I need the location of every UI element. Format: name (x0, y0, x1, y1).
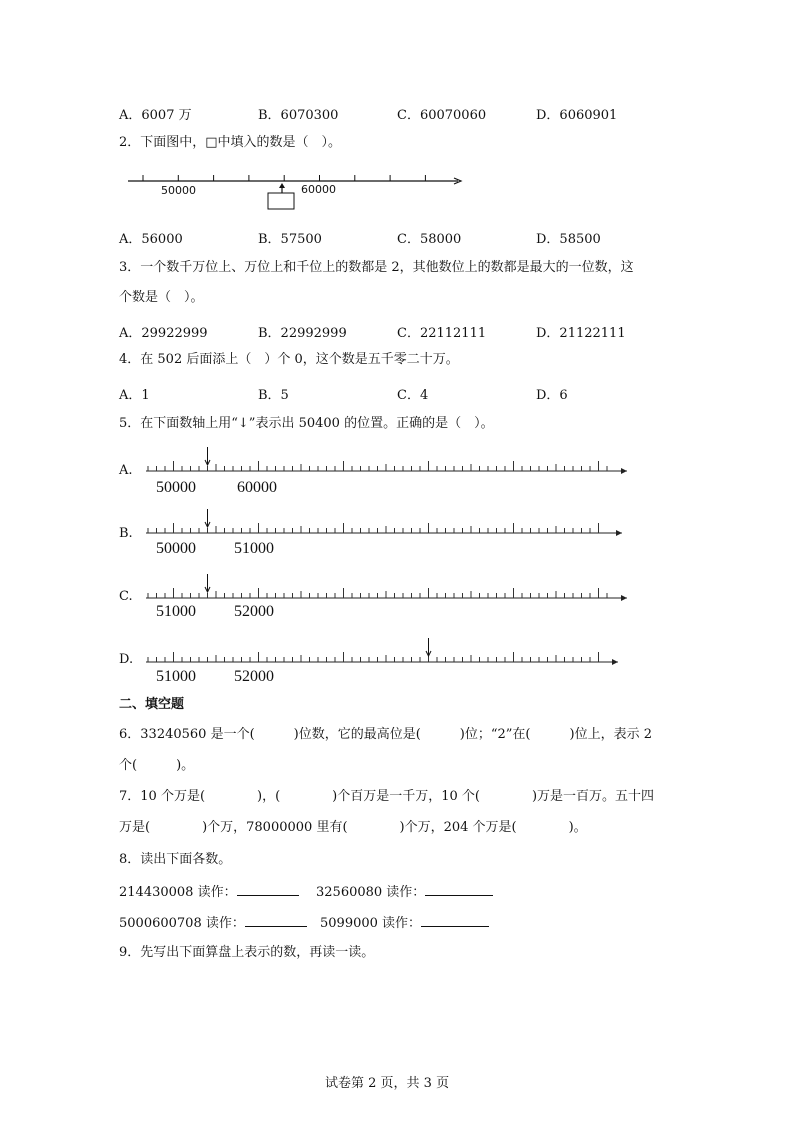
q2-option-b: B．57500 (258, 232, 322, 247)
q5-c-label-2: 52000 (234, 603, 274, 620)
axis-arrowhead (621, 468, 627, 474)
q6-line1: 6．33240560 是一个( )位数，它的最高位是( )位；“2”在( )位上，表示 2 (119, 727, 652, 742)
q4-option-a: A．1 (119, 388, 150, 403)
q5-letter-b: B. (119, 526, 133, 541)
q5-c-label-1: 51000 (156, 603, 196, 620)
q8-item-4-label: 5099000 读作： (320, 916, 422, 931)
axis-arrowhead (621, 595, 627, 601)
q5-d-label-1: 51000 (156, 668, 196, 685)
q3-stem-line2: 个数是（ ）。 (119, 290, 204, 305)
q8-item-1 (119, 883, 299, 901)
q8-item-4 (320, 914, 489, 932)
q7-line2: 万是( )个万，78000000 里有( )个万，204 个万是( )。 (119, 820, 587, 835)
q2-label-1: 50000 (161, 184, 196, 197)
q5-letter-a: A. (119, 463, 133, 478)
q5-letter-c: C. (119, 589, 133, 604)
q5-d-label-2: 52000 (234, 668, 274, 685)
q1-option-c: C．60070060 (397, 108, 487, 123)
answer-blank[interactable] (245, 914, 307, 927)
q3-option-b: B．22992999 (258, 326, 347, 341)
q8-item-1-label: 214430008 读作： (119, 885, 237, 900)
q1-option-a: A．6007 万 (119, 108, 192, 123)
q3-option-c: C．22112111 (397, 326, 487, 341)
q5-letter-d: D. (119, 652, 134, 667)
q2-stem: 2．下面图中，□中填入的数是（ ）。 (119, 135, 342, 150)
q1-option-b: B．6070300 (258, 108, 339, 123)
axis-arrowhead (612, 659, 618, 665)
q5-a-label-1: 50000 (156, 479, 196, 496)
q3-option-d: D．21122111 (536, 326, 626, 341)
q2-option-c: C．58000 (397, 232, 462, 247)
q8-stem: 8．读出下面各数。 (119, 852, 232, 867)
q1-option-d: D．6060901 (536, 108, 618, 123)
q8-item-3 (119, 914, 307, 932)
q8-item-2-label: 32560080 读作： (316, 885, 426, 900)
q4-option-b: B．5 (258, 388, 289, 403)
section-title: 二、填空题 (119, 697, 185, 712)
q4-option-c: C．4 (397, 388, 429, 403)
answer-blank[interactable] (237, 883, 299, 896)
q5-a-label-2: 60000 (237, 479, 277, 496)
q9-stem: 9．先写出下面算盘上表示的数，再读一读。 (119, 945, 375, 960)
q5-b-label-2: 51000 (234, 540, 274, 557)
q8-item-3-label: 5000600708 读作： (119, 916, 245, 931)
answer-blank[interactable] (425, 883, 493, 896)
q3-stem-line1: 3．一个数千万位上、万位上和千位上的数都是 2，其他数位上的数都是最大的一位数，这 (119, 260, 634, 275)
q3-option-a: A．29922999 (119, 326, 208, 341)
q4-stem: 4．在 502 后面添上（ ）个 0，这个数是五千零二十万。 (119, 352, 459, 367)
q6-line2: 个( )。 (119, 758, 195, 773)
q5-b-label-1: 50000 (156, 540, 196, 557)
q8-item-2 (316, 883, 493, 901)
q2-option-d: D．58500 (536, 232, 601, 247)
q7-line1: 7．10 个万是( )，( )个百万是一千万，10 个( )万是一百万。五十四 (119, 789, 655, 804)
q2-label-2: 60000 (301, 183, 336, 196)
axis-arrowhead (616, 530, 622, 536)
answer-blank[interactable] (421, 914, 489, 927)
q5-stem: 5．在下面数轴上用“↓”表示出 50400 的位置。正确的是（ ）。 (119, 416, 494, 431)
page-footer: 试卷第 2 页，共 3 页 (325, 1076, 450, 1091)
q4-option-d: D．6 (536, 388, 568, 403)
q2-option-a: A．56000 (119, 232, 183, 247)
